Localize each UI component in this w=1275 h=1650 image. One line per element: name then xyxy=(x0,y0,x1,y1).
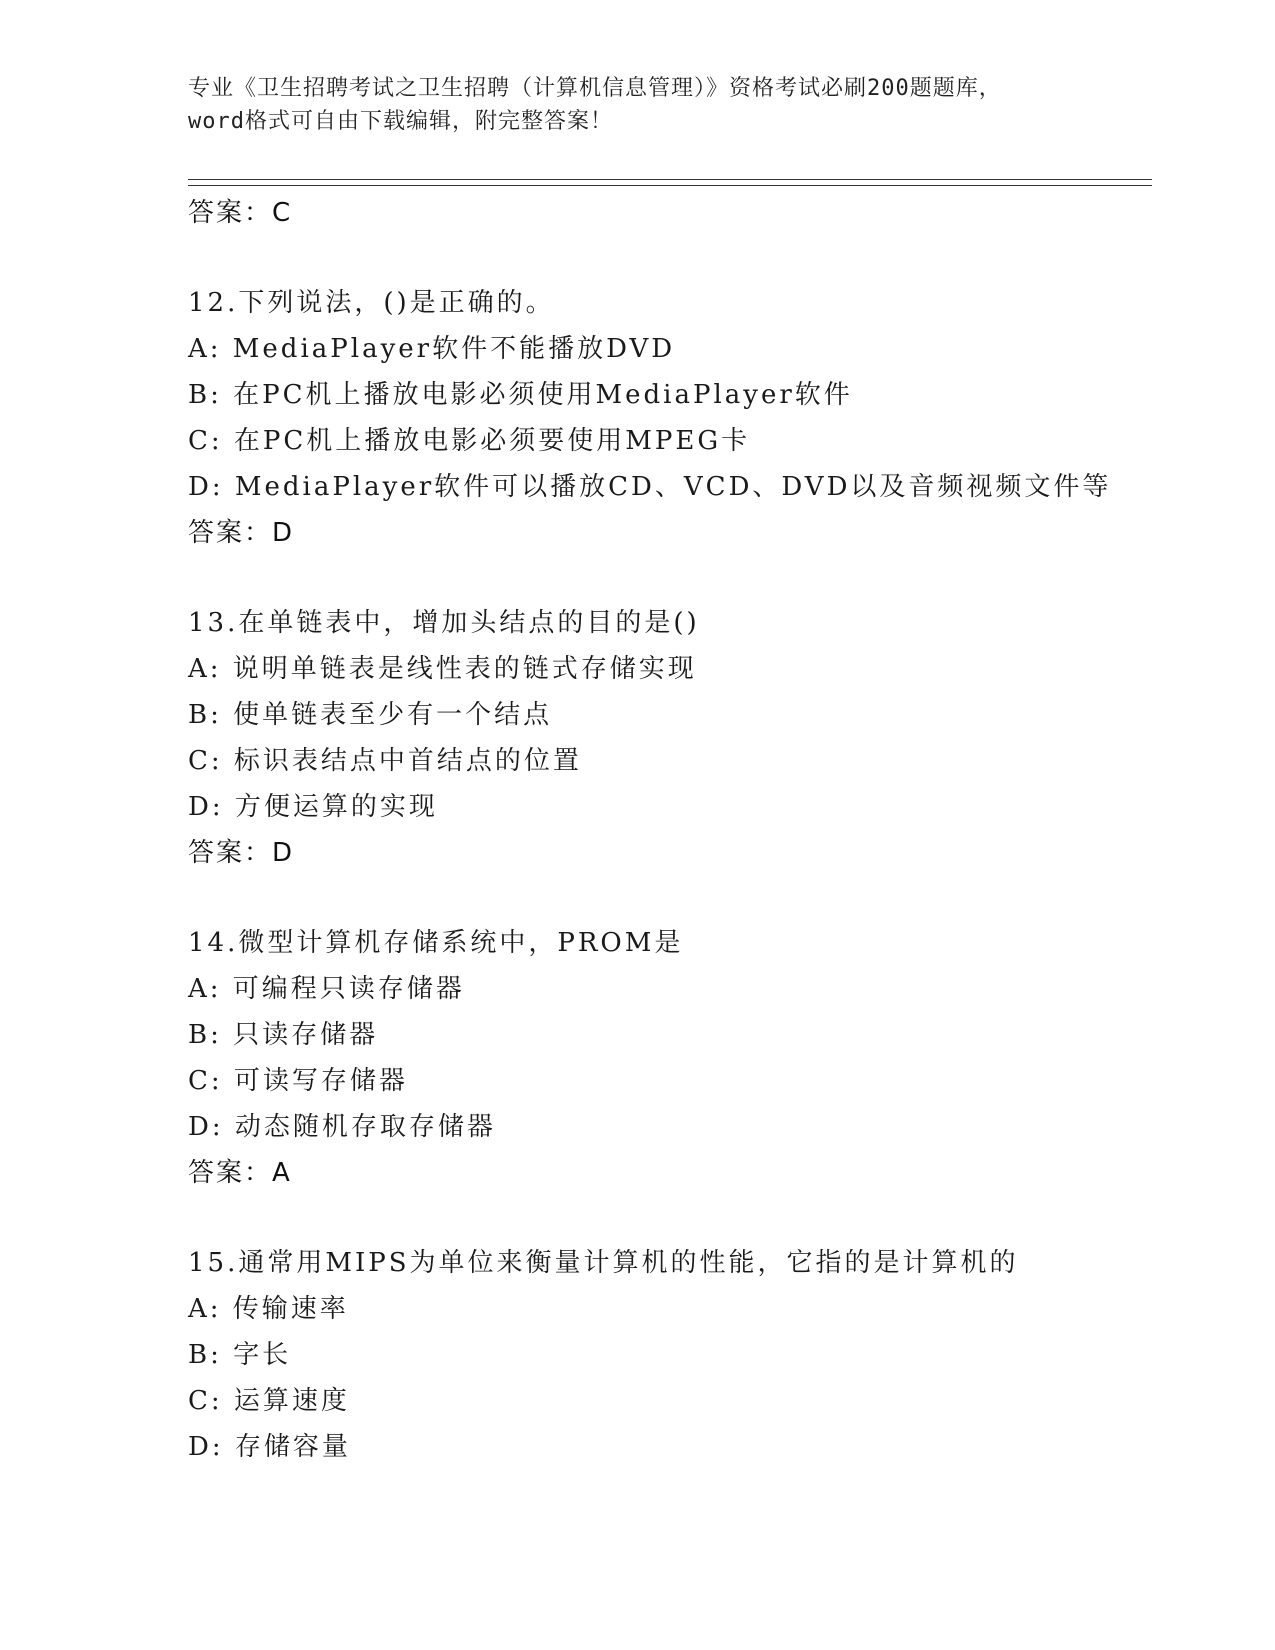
question-block-13 xyxy=(188,600,1152,876)
option-d: D: 存储容量 xyxy=(188,1432,351,1462)
question-list xyxy=(188,190,1152,1470)
option-c: C: 在PC机上播放电影必须要使用MPEG卡 xyxy=(188,426,751,456)
header-divider xyxy=(188,179,1152,186)
question-block-14 xyxy=(188,920,1152,1196)
option-d: D: 动态随机存取存储器 xyxy=(188,1112,496,1142)
answer-line: 答案：D xyxy=(188,518,295,548)
question-stem: 15.通常用MIPS为单位来衡量计算机的性能，它指的是计算机的 xyxy=(188,1248,1019,1278)
question-stem: 13.在单链表中，增加头结点的目的是() xyxy=(188,608,700,638)
option-c: C: 标识表结点中首结点的位置 xyxy=(188,746,582,776)
option-b: B: 在PC机上播放电影必须使用MediaPlayer软件 xyxy=(188,380,853,410)
header-line-1: 专业《卫生招聘考试之卫生招聘（计算机信息管理）》资格考试必刷200题题库， xyxy=(188,76,1002,101)
option-a: A: 可编程只读存储器 xyxy=(188,974,465,1004)
answer-line: 答案：D xyxy=(188,838,295,868)
option-c: C: 可读写存储器 xyxy=(188,1066,408,1096)
option-d: D: 方便运算的实现 xyxy=(188,792,438,822)
option-a: A: MediaPlayer软件不能播放DVD xyxy=(188,334,676,364)
question-stem: 12.下列说法，()是正确的。 xyxy=(188,288,555,318)
option-d: D: MediaPlayer软件可以播放CD、VCD、DVD以及音频视频文件等 xyxy=(188,472,1112,502)
question-block-15 xyxy=(188,1240,1152,1470)
question-block-12 xyxy=(188,280,1152,556)
answer-line: 答案：A xyxy=(188,1158,292,1188)
option-c: C: 运算速度 xyxy=(188,1386,350,1416)
document-header xyxy=(188,72,1088,138)
question-stem: 14.微型计算机存储系统中，PROM是 xyxy=(188,928,684,958)
option-a: A: 说明单链表是线性表的链式存储实现 xyxy=(188,654,697,684)
header-line-2: word格式可自由下载编辑，附完整答案！ xyxy=(188,109,613,134)
answer-line: 答案：C xyxy=(188,198,293,228)
option-a: A: 传输速率 xyxy=(188,1294,349,1324)
option-b: B: 只读存储器 xyxy=(188,1020,379,1050)
option-b: B: 字长 xyxy=(188,1340,292,1370)
option-b: B: 使单链表至少有一个结点 xyxy=(188,700,553,730)
